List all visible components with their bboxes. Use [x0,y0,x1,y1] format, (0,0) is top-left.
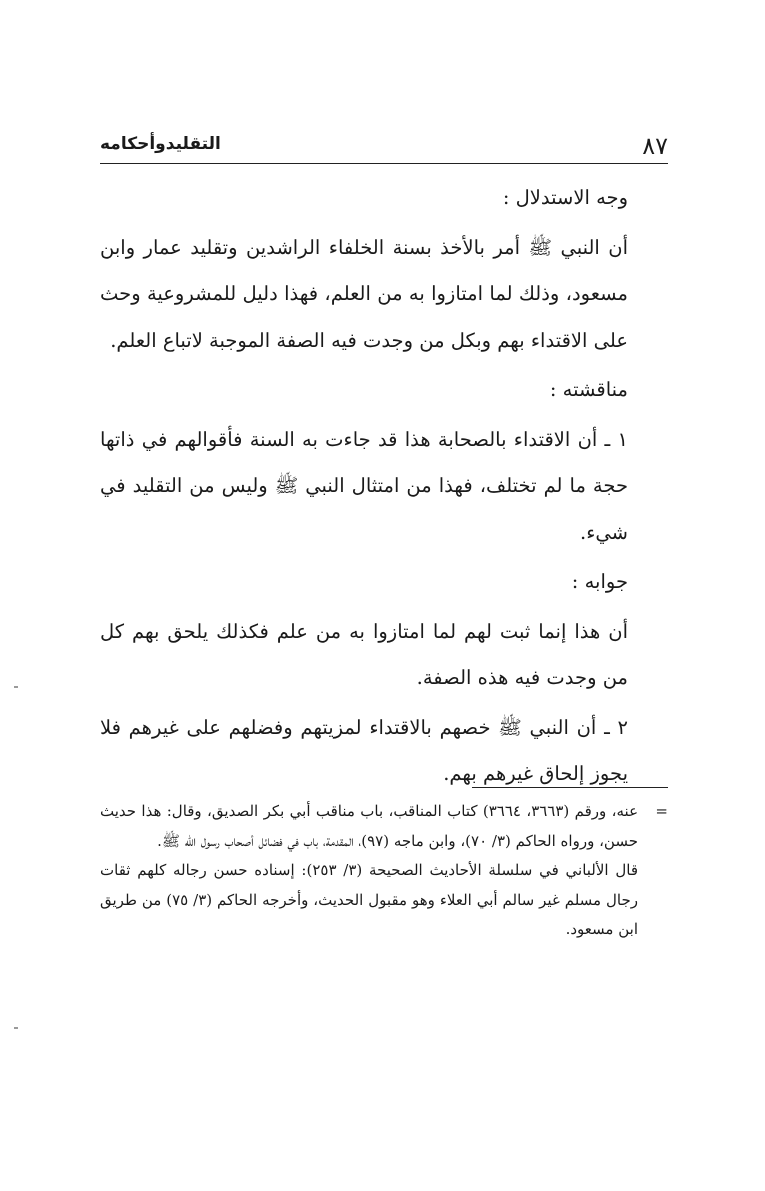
footnote-continuation-marker: = [655,802,668,820]
footnote-text-2: قال الألباني في سلسلة الأحاديث الصحيحة (٣/ ٢٥٣): إسناده حسن رجاله كلهم ثقات رجال مسلم غير سالم أبي العلاء وهو مقبول الحديث، وأخرجه الحاكم (٣/ ٧٥) من طريق ابن مسعود. [100,861,638,938]
footnote-rule [472,787,668,788]
heading-answer: جوابه : [571,570,628,593]
page-header [100,128,668,162]
heading-discussion: مناقشته : [549,378,628,401]
footnote-note-2 [100,856,668,945]
main-text [100,175,668,798]
footnote-text-1: عنه، ورقم (٣٦٦٣، ٣٦٦٤) كتاب المناقب، باب مناقب أبي بكر الصديق، وقال: هذا حديث حسن، ورواه الحاكم (٣/ ٧٠)، وابن ماجه (٩٧)، المقدمة، باب في فضائل أصحاب رسول الله ﷺ. [100,802,639,850]
paragraph-objection-2: ٢ ـ أن النبي ﷺ خصهم بالاقتداء لمزيتهم وفضلهم على غيرهم فلا يجوز إلحاق غيرهم بهم. [100,715,628,785]
paragraph-objection-1: ١ ـ أن الاقتداء بالصحابة هذا قد جاءت به السنة فأقوالهم في ذاتها حجة ما لم تختلف، فهذا من امتثال النبي ﷺ وليس من التقليد في شيء. [100,427,628,544]
footnotes [100,797,668,945]
margin-mark [14,686,18,688]
heading-evidence: وجه الاستدلال : [502,186,628,209]
margin-mark [14,1027,18,1029]
running-title: التقليدوأحكامه [100,134,221,154]
paragraph-evidence: أن النبي ﷺ أمر بالأخذ بسنة الخلفاء الراشدين وتقليد عمار وابن مسعود، وذلك لما امتازوا به من العلم، فهذا دليل للمشروعية وحث على الاقتداء بهم وبكل من وجدت فيه الصفة الموجبة لاتباع العلم. [100,235,628,352]
footnote-continuation [100,797,668,856]
header-rule [100,163,668,164]
page-number: ٨٧ [642,132,668,160]
paragraph-answer: أن هذا إنما ثبت لهم لما امتازوا به من علم فكذلك يلحق بهم كل من وجدت فيه هذه الصفة. [100,619,628,689]
